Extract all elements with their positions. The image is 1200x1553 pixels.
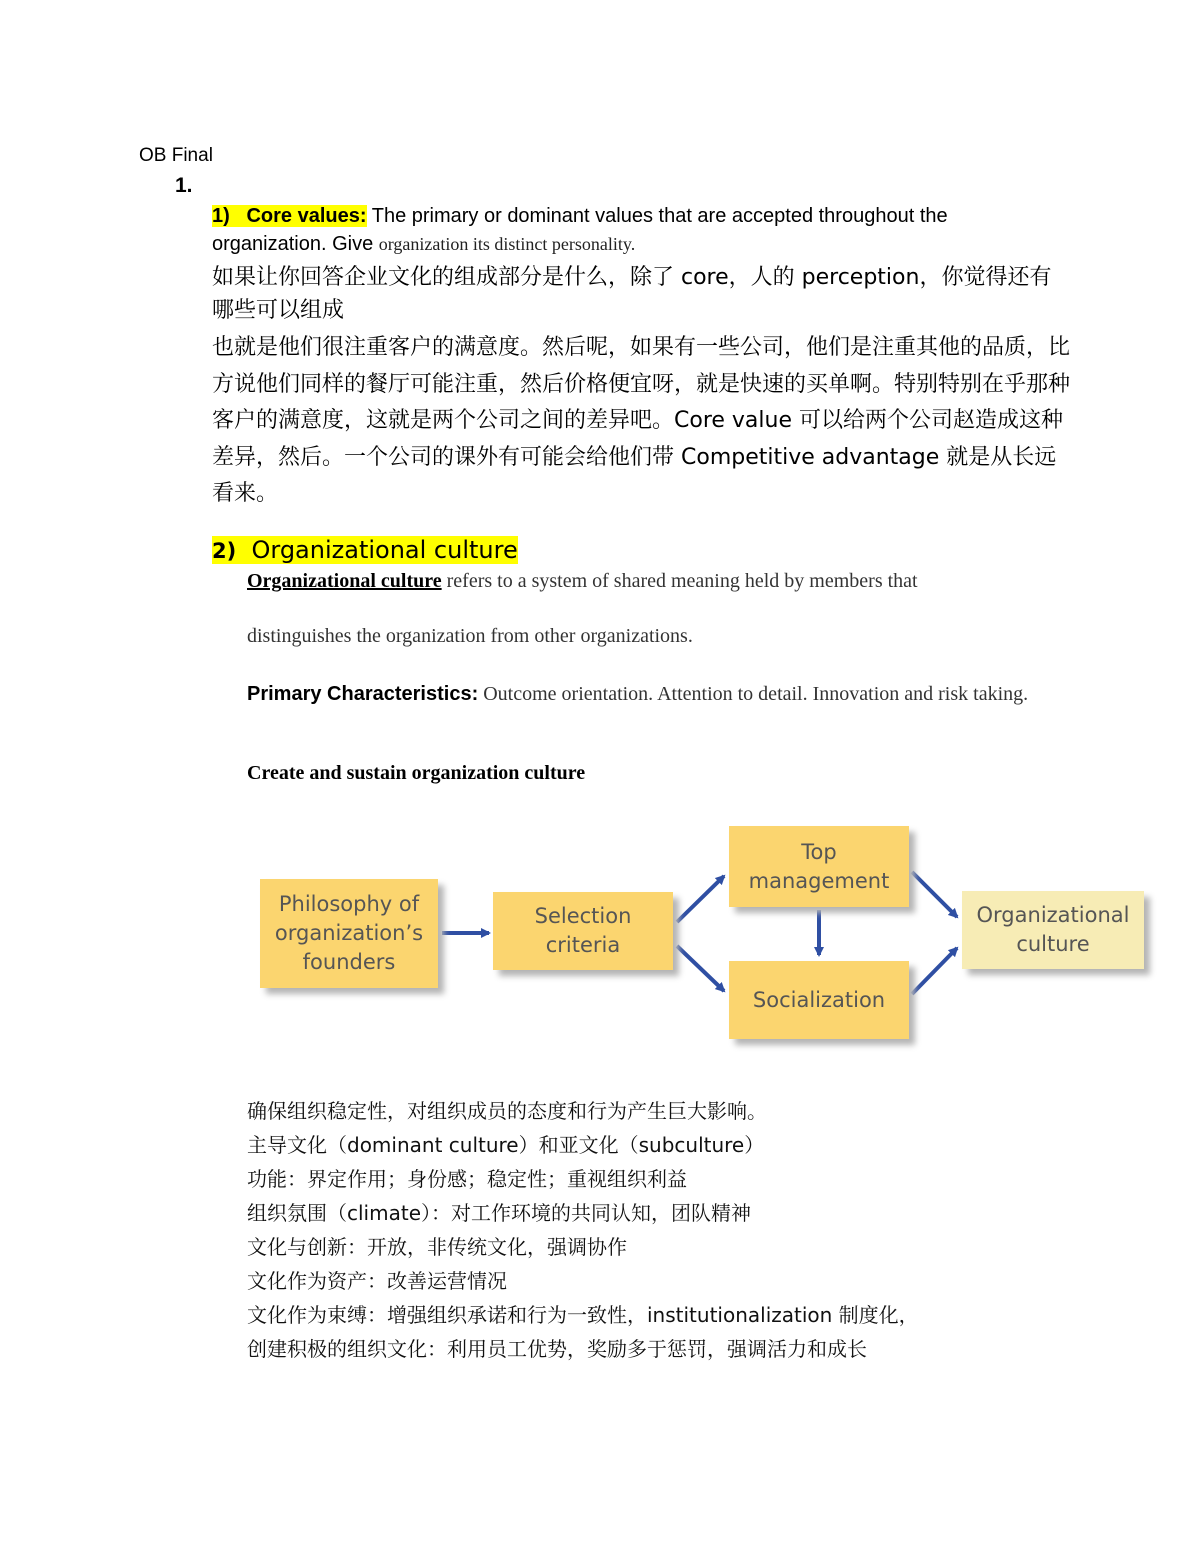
org-culture-term: Organizational culture <box>247 570 442 592</box>
item-marker: 2) <box>212 539 237 563</box>
top-management-box <box>729 826 909 907</box>
primary-characteristics-text: Outcome orientation. Attention to detail. Innovation and risk taking. <box>478 683 1029 705</box>
primary-characteristics-label: Primary Characteristics: <box>247 683 479 705</box>
create-sustain-heading: Create and sustain organization culture <box>247 762 586 784</box>
socialization-label: Socialization <box>752 987 886 1012</box>
note-line: 创建积极的组织文化：利用员工优势，奖励多于惩罚，强调活力和成长 <box>247 1337 867 1361</box>
arrow-selection-socialization <box>677 946 724 991</box>
core-values-text-serif: organization its distinct personality. <box>378 234 636 254</box>
org-culture-definition-cont: distinguishes the organization from other organizations. <box>247 625 693 647</box>
core-values-label: Core values: <box>246 205 367 227</box>
note-line: 组织氛围（climate）：对工作环境的共同认知，团队精神 <box>247 1201 751 1225</box>
arrow-selection-top <box>677 876 724 922</box>
document-title: OB Final <box>139 145 213 166</box>
note-line: 文化作为束缚：增强组织承诺和行为一致性，institutionalization 制度化， <box>247 1303 919 1327</box>
chinese-question: 如果让你回答企业文化的组成部分是什么，除了 core，人的 perception，你觉得还有哪些可以组成 <box>212 265 1052 323</box>
philosophy-box <box>260 879 438 988</box>
socialization-box <box>729 961 909 1039</box>
definition-text: refers to a system of shared meaning held by members that <box>441 570 918 592</box>
note-line: 主导文化（dominant culture）和亚文化（subculture） <box>247 1133 765 1157</box>
note-line: 确保组织稳定性，对组织成员的态度和行为产生巨大影响。 <box>247 1099 767 1123</box>
chinese-answer: 也就是他们很注重客户的满意度。然后呢，如果有一些公司，他们是注重其他的品质，比方说他们同样的餐厅可能注重，然后价格便宜呀，就是快速的买单啊。特别特别在乎那种客户的满意度，这就是两个公司之间的差异吧。Core value 可以给两个公司赵造成这种差异，然后。一个公司的课外有可能会给他们带 Competitive advantage 就是从长远看来。 <box>212 335 1071 506</box>
core-values-text: The primary or dominant values that are accepted throughout the organization. Give <box>212 205 948 255</box>
top-management-label: Top management <box>748 839 890 893</box>
philosophy-label: Philosophy of organization’s founders <box>274 892 424 974</box>
org-culture-heading-text: Organizational culture <box>251 536 518 564</box>
org-culture-box <box>962 891 1144 969</box>
item-marker: 1) <box>212 205 230 227</box>
arrow-top-culture <box>912 872 957 917</box>
selection-box <box>493 892 673 970</box>
selection-label: Selection criteria <box>534 904 632 957</box>
note-line: 功能：界定作用；身份感；稳定性；重视组织利益 <box>247 1167 687 1191</box>
note-line: 文化与创新：开放，非传统文化，强调协作 <box>247 1235 627 1259</box>
arrow-socialization-culture <box>912 948 957 994</box>
section-number: 1. <box>175 174 193 197</box>
chinese-notes <box>247 1094 919 1366</box>
note-line: 文化作为资产：改善运营情况 <box>247 1269 507 1293</box>
org-culture-label: Organizational culture <box>976 903 1130 956</box>
